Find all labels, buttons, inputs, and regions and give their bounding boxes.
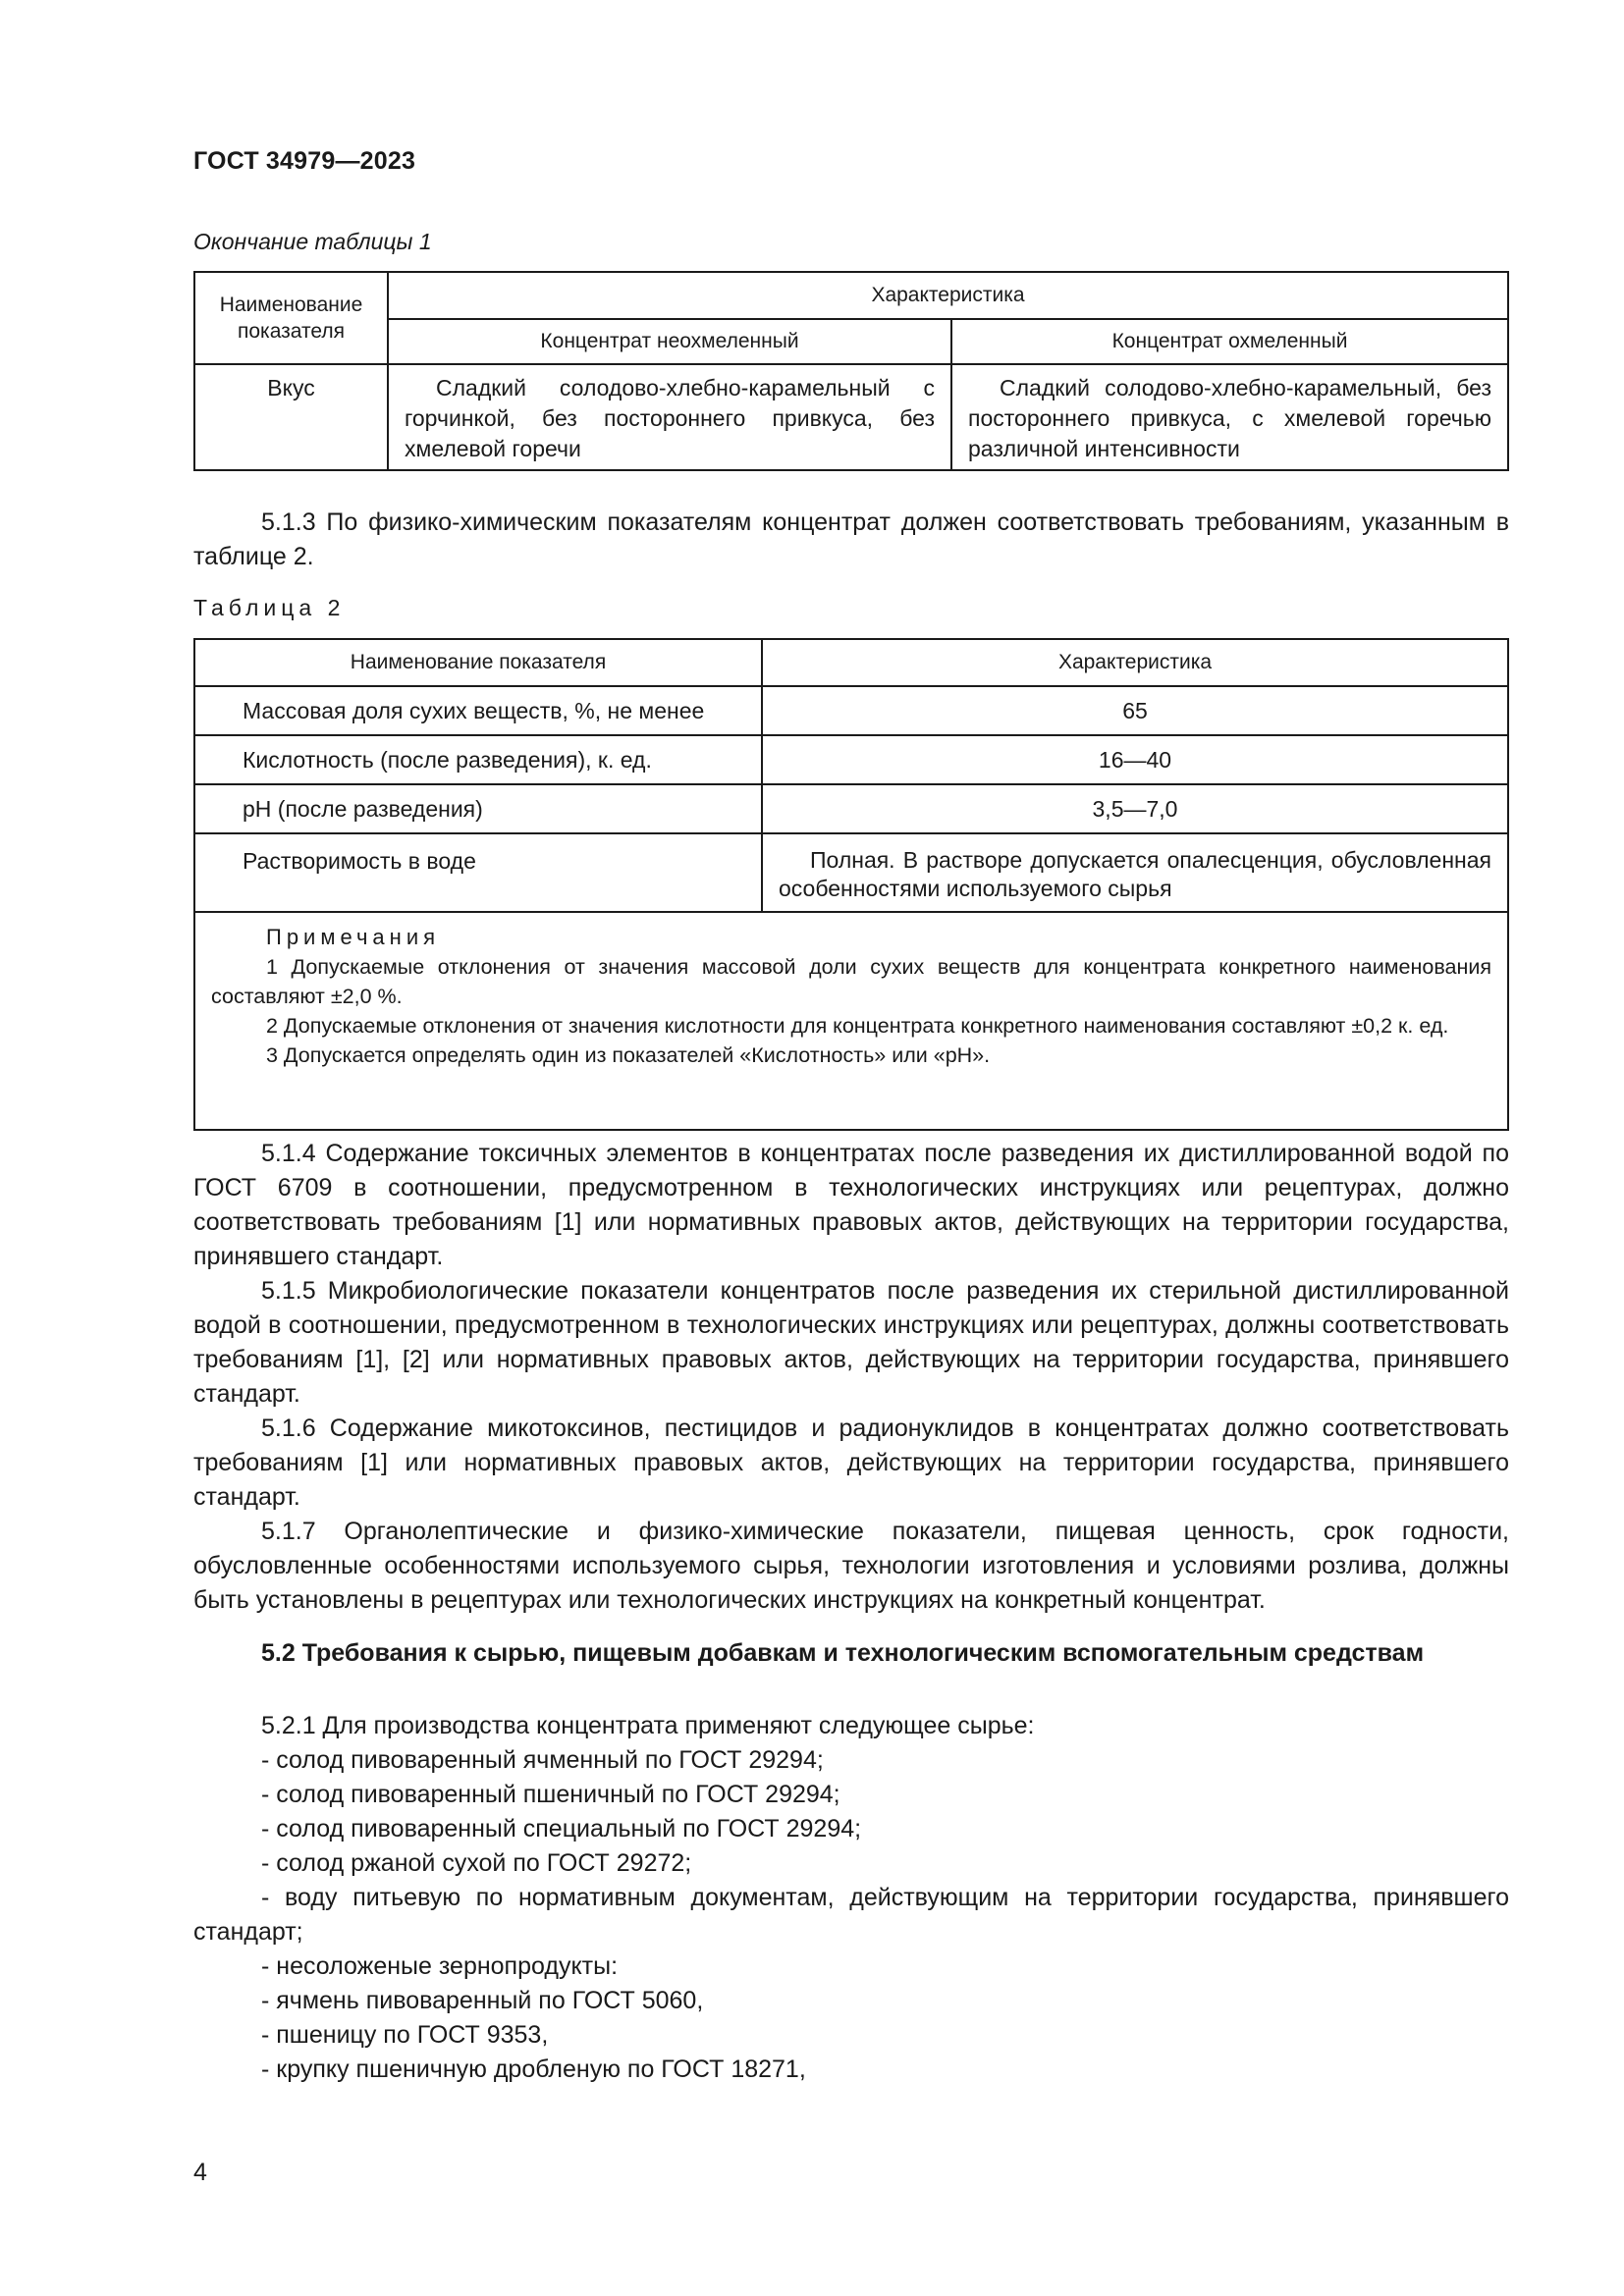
note-item: 3 Допускается определять один из показателей «Кислотность» или «pH».: [266, 1043, 991, 1067]
table-1: [193, 271, 1509, 471]
list-item: - пшеницу по ГОСТ 9353,: [261, 2021, 549, 2049]
table-row: [194, 735, 1508, 784]
note-item: 2 Допускаемые отклонения от значения кислотности для концентрата конкретного наименования составляют ±0,2 к. ед.: [266, 1014, 1449, 1038]
table2-label: Таблица 2: [193, 595, 346, 620]
table1-header-name: Наименование показателя: [194, 272, 388, 364]
notes-title: Примечания: [266, 925, 441, 949]
list-item: - солод пивоваренный специальный по ГОСТ 29294;: [261, 1815, 862, 1842]
table2-header-name: Наименование показателя: [194, 639, 762, 686]
body-paragraphs: [193, 1137, 1509, 1618]
table1-cell-name: Вкус: [194, 364, 388, 470]
list-item: - крупку пшеничную дробленую по ГОСТ 18271,: [261, 2056, 806, 2083]
table-2: [193, 638, 1509, 1131]
list-item: - ячмень пивоваренный по ГОСТ 5060,: [261, 1987, 704, 2014]
raw-materials-list: [193, 1709, 1509, 2087]
table2-row-value: 65: [762, 686, 1508, 735]
note-item: 1 Допускаемые отклонения от значения массовой доли сухих веществ для концентрата конкретного наименования составляют ±2,0 %.: [211, 955, 1491, 1008]
table-row: [194, 364, 1508, 470]
list-intro: 5.2.1 Для производства концентрата применяют следующее сырье:: [261, 1712, 1035, 1739]
paragraph-5-1-5: 5.1.5 Микробиологические показатели концентратов после разведения их стерильной дистиллированной водой в соотношении, предусмотренном в технологических инструкциях или рецептурах, должны соответствовать требованиям [1], [2] или нормативных правовых актов, действующих на территории государства, принявшего стандарт.: [193, 1277, 1509, 1408]
table2-row-value: 16—40: [762, 735, 1508, 784]
paragraph-5-1-4: 5.1.4 Содержание токсичных элементов в концентратах после разведения их дистиллированной водой по ГОСТ 6709 в соотношении, предусмотренном в технологических инструкциях или рецептурах, должно соответствовать требованиям [1] или нормативных правовых актов, действующих на территории государства, принявшего стандарт.: [193, 1140, 1509, 1270]
table1-cell-unhopped: Сладкий солодово-хлебно-карамельный с горчинкой, без постороннего привкуса, без хмелевой горечи: [388, 364, 951, 470]
list-item: - солод пивоваренный пшеничный по ГОСТ 29294;: [261, 1781, 840, 1808]
table1-cell-hopped: Сладкий солодово-хлебно-карамельный, без постороннего привкуса, с хмелевой горечью различной интенсивности: [951, 364, 1508, 470]
paragraph-5-1-3: 5.1.3 По физико-химическим показателям концентрат должен соответствовать требованиям, указанным в таблице 2.: [193, 508, 1509, 570]
list-item: - воду питьевую по нормативным документам, действующим на территории государства, принявшего стандарт;: [193, 1884, 1509, 1946]
table2-row-name: pH (после разведения): [194, 784, 762, 833]
table1-subheader-unhopped: Концентрат неохмеленный: [388, 319, 951, 364]
table1-caption: Окончание таблицы 1: [193, 229, 432, 254]
section-5-2-title: 5.2 Требования к сырью, пищевым добавкам и технологическим вспомогательным средствам: [261, 1639, 1425, 1667]
table2-row-value: Полная. В растворе допускается опалесценция, обусловленная особенностями используемого сырья: [762, 833, 1508, 912]
table1-header-characteristic: Характеристика: [388, 272, 1508, 319]
table2-row-value: 3,5—7,0: [762, 784, 1508, 833]
paragraph-5-1-6: 5.1.6 Содержание микотоксинов, пестицидов и радионуклидов в концентратах должно соответствовать требованиям [1] или нормативных правовых актов, действующих на территории государства, принявшего стандарт.: [193, 1415, 1509, 1511]
table2-row-name: Кислотность (после разведения), к. ед.: [194, 735, 762, 784]
table2-notes: [194, 912, 1508, 1130]
list-item: - солод ржаной сухой по ГОСТ 29272;: [261, 1849, 692, 1877]
document-header-code: ГОСТ 34979—2023: [193, 147, 416, 175]
table-row: [194, 833, 1508, 912]
page-number: 4: [193, 2159, 207, 2186]
list-item: - солод пивоваренный ячменный по ГОСТ 29294;: [261, 1746, 824, 1774]
list-item: - несоложеные зернопродукты:: [261, 1952, 619, 1980]
table2-row-name: Растворимость в воде: [194, 833, 762, 912]
table1-subheader-hopped: Концентрат охмеленный: [951, 319, 1508, 364]
table2-header-characteristic: Характеристика: [762, 639, 1508, 686]
table2-row-name: Массовая доля сухих веществ, %, не менее: [194, 686, 762, 735]
table-row: [194, 784, 1508, 833]
paragraph-5-1-7: 5.1.7 Органолептические и физико-химические показатели, пищевая ценность, срок годности, обусловленные особенностями используемого сырья, технологии изготовления и условиями розлива, должны быть установлены в рецептурах или технологических инструкциях на конкретный концентрат.: [193, 1518, 1509, 1614]
table-row: [194, 686, 1508, 735]
